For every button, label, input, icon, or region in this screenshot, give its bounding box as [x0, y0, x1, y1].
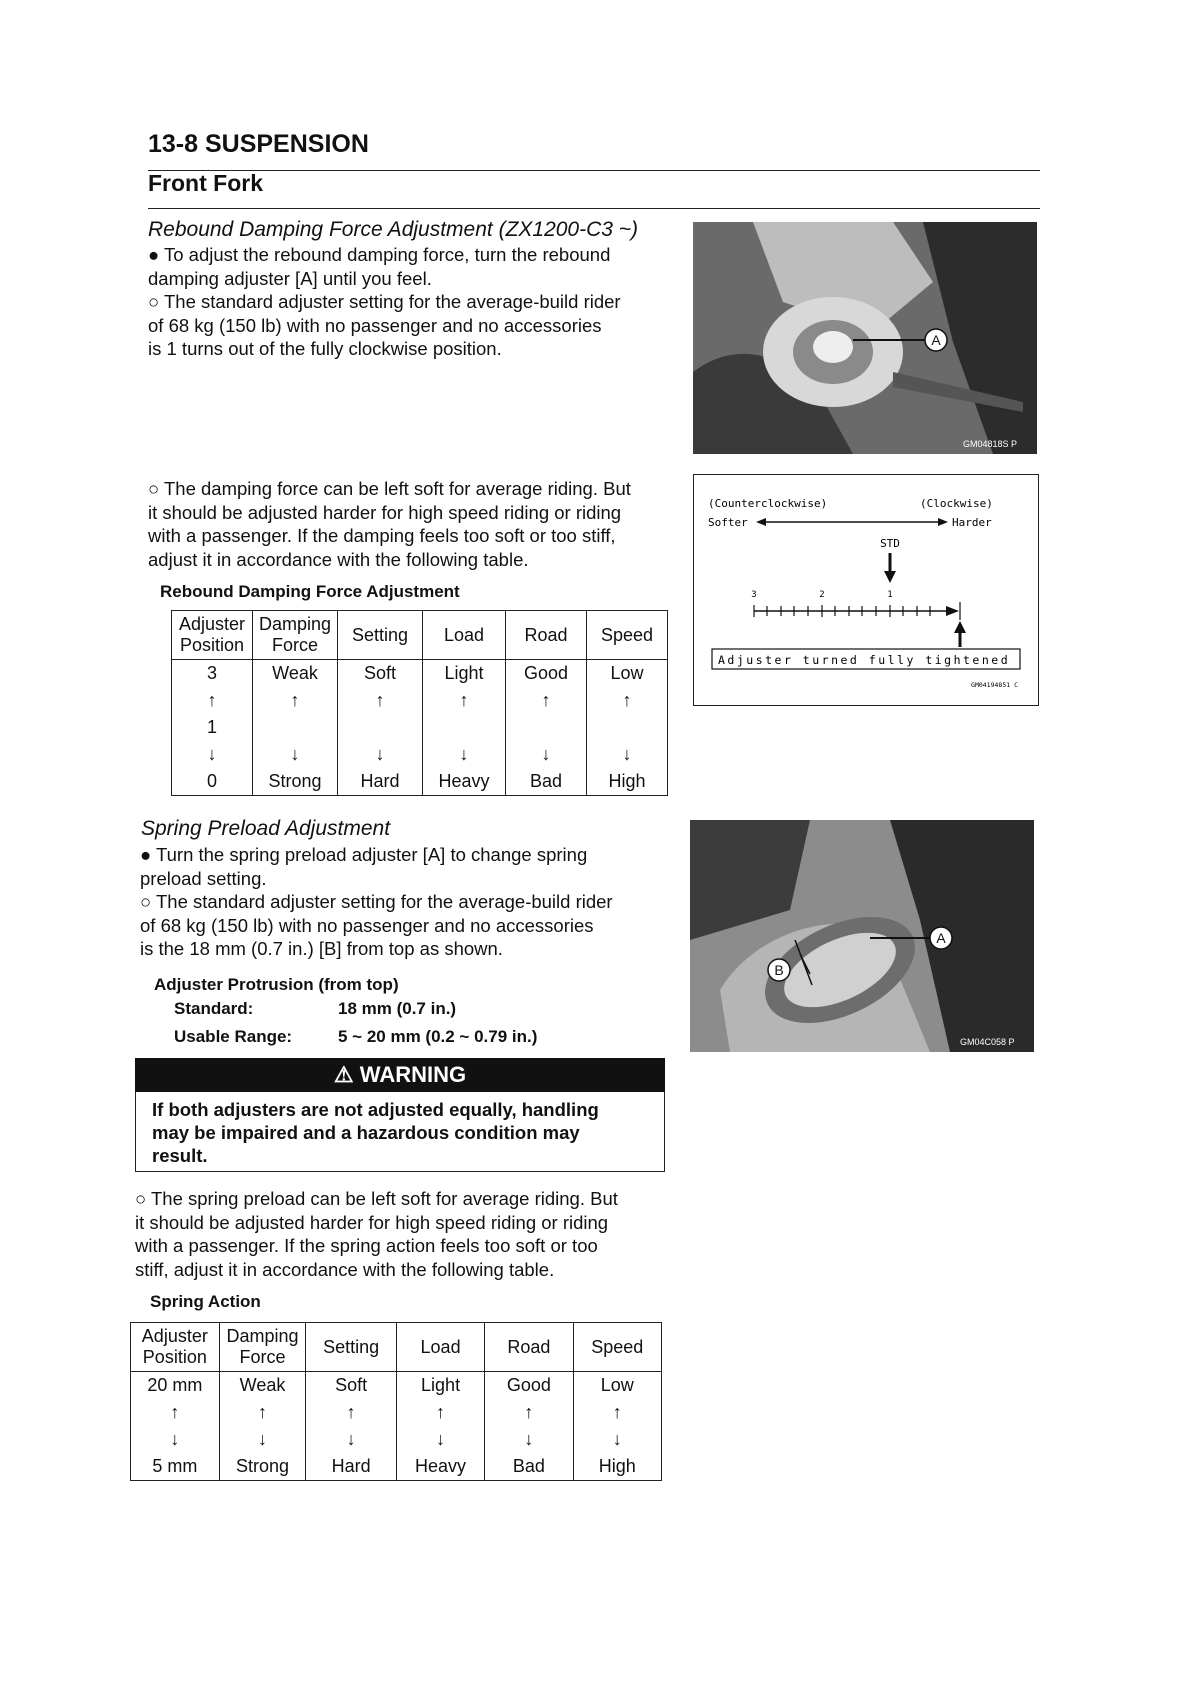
table-header-row [172, 611, 668, 660]
diagram-harder-label: Harder [952, 516, 992, 529]
rebound-p3-line: it should be adjusted harder for high speed riding or riding [148, 501, 622, 523]
tick-label-1: 1 [887, 590, 893, 600]
preload-p2-line: is the 18 mm (0.7 in.) [B] from top as shown. [140, 938, 503, 959]
warning-title: WARNING [359, 1062, 467, 1087]
warning-header [135, 1058, 665, 1092]
right-arrowhead-icon [938, 518, 948, 526]
photo-label-a: A [931, 332, 941, 348]
bullet-icon: ● [148, 244, 160, 265]
cell-speed: Low ↑ ↓ High [587, 660, 668, 796]
rebound-p2-line: is 1 turns out of the fully clockwise position. [148, 338, 502, 359]
photo-label-b: B [774, 962, 784, 978]
spring-p-line: stiff, adjust it in accordance with the following table. [135, 1258, 555, 1280]
cell-force: Weak ↑ ↓ Strong [219, 1372, 306, 1481]
cell-setting: Soft ↑ ↓ Hard [306, 1372, 396, 1481]
preload-adjuster-photo [690, 820, 1034, 1052]
photo-code: GM04C058 P [960, 1037, 1015, 1047]
tick-label-2: 2 [819, 590, 825, 600]
cell-force: Weak ↑ ↓ Strong [253, 660, 338, 796]
rebound-adjuster-photo [693, 222, 1037, 454]
cell-position: 3 ↑ 1 ↓ 0 [172, 660, 253, 796]
diagram-ccw-label: (Counterclockwise) [708, 497, 828, 510]
rebound-table [171, 610, 668, 796]
spec-range-label: Usable Range: [174, 1027, 293, 1046]
preload-p2-line: ○ The standard adjuster setting for the average-build rider [140, 891, 613, 912]
spring-para [135, 1187, 675, 1281]
rebound-p2-line: ○ The standard adjuster setting for the average-build rider [148, 291, 621, 312]
spec-standard-label: Standard: [174, 999, 254, 1018]
std-arrow-down-icon [884, 571, 896, 583]
col-header-position: Adjuster Position [131, 1323, 220, 1372]
col-header-force: Damping Force [219, 1323, 306, 1372]
cell-setting: Soft ↑ ↓ Hard [338, 660, 423, 796]
cell-speed: Low ↑ ↓ High [573, 1372, 661, 1481]
rebound-para-3 [148, 477, 678, 571]
preload-heading: Spring Preload Adjustment [141, 817, 391, 840]
hollow-bullet-icon: ○ [135, 1188, 147, 1209]
rebound-heading: Rebound Damping Force Adjustment (ZX1200-C3 ~) [148, 218, 639, 241]
hollow-bullet-icon: ○ [148, 478, 160, 499]
spring-table-title: Spring Action [150, 1292, 261, 1311]
cell-load: Light ↑ ↓ Heavy [423, 660, 506, 796]
col-header-setting: Setting [306, 1323, 396, 1372]
diagram-cw-label: (Clockwise) [920, 497, 993, 510]
photo-code: GM04818S P [963, 439, 1018, 449]
col-header-road: Road [506, 611, 587, 660]
spec-standard-value: 18 mm (0.7 in.) [338, 999, 457, 1018]
spring-p-line: ○ The spring preload can be left soft for average riding. But [135, 1188, 618, 1209]
spring-p-line: it should be adjusted harder for high speed riding or riding [135, 1211, 609, 1233]
rebound-p3-line: adjust it in accordance with the following table. [148, 548, 529, 570]
left-arrowhead-icon [756, 518, 766, 526]
table-row [131, 1372, 662, 1481]
col-header-load: Load [423, 611, 506, 660]
subsection-rule [148, 208, 1040, 209]
diagram-std-label: STD [880, 537, 900, 550]
scale-arrowhead-icon [946, 606, 959, 616]
rebound-p3-line: ○ The damping force can be left soft for average riding. But [148, 478, 631, 499]
preload-para-1 [140, 843, 670, 961]
rebound-p3-line: with a passenger. If the damping feels too soft or too stiff, [148, 525, 616, 546]
photo-label-a: A [936, 930, 946, 946]
spec-title: Adjuster Protrusion (from top) [154, 975, 399, 994]
cell-road: Good ↑ ↓ Bad [506, 660, 587, 796]
col-header-speed: Speed [573, 1323, 661, 1372]
table-row [172, 660, 668, 796]
rebound-p1-line: damping adjuster [A] until you feel. [148, 267, 432, 289]
diagram-code: GM04194851 C [971, 681, 1018, 689]
warning-text: If both adjusters are not adjusted equally, handling may be impaired and a hazardous condition may result. [152, 1099, 599, 1166]
preload-p2-line: of 68 kg (150 lb) with no passenger and no accessories [140, 914, 594, 936]
table-header-row [131, 1323, 662, 1372]
hollow-bullet-icon: ○ [140, 891, 152, 912]
warning-triangle-icon: ⚠ [333, 1062, 354, 1087]
col-header-force: Damping Force [253, 611, 338, 660]
tick-label-3: 3 [751, 590, 757, 600]
adjuster-diagram [693, 474, 1039, 706]
header-rule [148, 170, 1040, 171]
spring-p-line: with a passenger. If the spring action feels too soft or too [135, 1235, 598, 1256]
page-subsection-title: Front Fork [148, 170, 263, 196]
preload-p1-line: ● Turn the spring preload adjuster [A] to change spring [140, 844, 588, 865]
rebound-table-title: Rebound Damping Force Adjustment [160, 582, 460, 601]
col-header-road: Road [485, 1323, 573, 1372]
page-section-title: 13-8 SUSPENSION [148, 130, 369, 158]
rebound-p1-line: ● To adjust the rebound damping force, turn the rebound [148, 244, 611, 265]
cell-load: Light ↑ ↓ Heavy [396, 1372, 484, 1481]
diagram-caption: Adjuster turned fully tightened [718, 653, 1011, 667]
spring-table [130, 1322, 662, 1481]
cell-position: 20 mm ↑ ↓ 5 mm [131, 1372, 220, 1481]
col-header-setting: Setting [338, 611, 423, 660]
rebound-para-1 [148, 243, 678, 361]
tight-arrow-up-icon [954, 621, 966, 633]
preload-p1-line: preload setting. [140, 867, 267, 889]
col-header-speed: Speed [587, 611, 668, 660]
col-header-position: Adjuster Position [172, 611, 253, 660]
hollow-bullet-icon: ○ [148, 291, 160, 312]
col-header-load: Load [396, 1323, 484, 1372]
spec-range-value: 5 ~ 20 mm (0.2 ~ 0.79 in.) [338, 1027, 538, 1046]
rebound-p2-line: of 68 kg (150 lb) with no passenger and no accessories [148, 314, 602, 336]
bullet-icon: ● [140, 844, 152, 865]
diagram-softer-label: Softer [708, 516, 748, 529]
cell-road: Good ↑ ↓ Bad [485, 1372, 573, 1481]
